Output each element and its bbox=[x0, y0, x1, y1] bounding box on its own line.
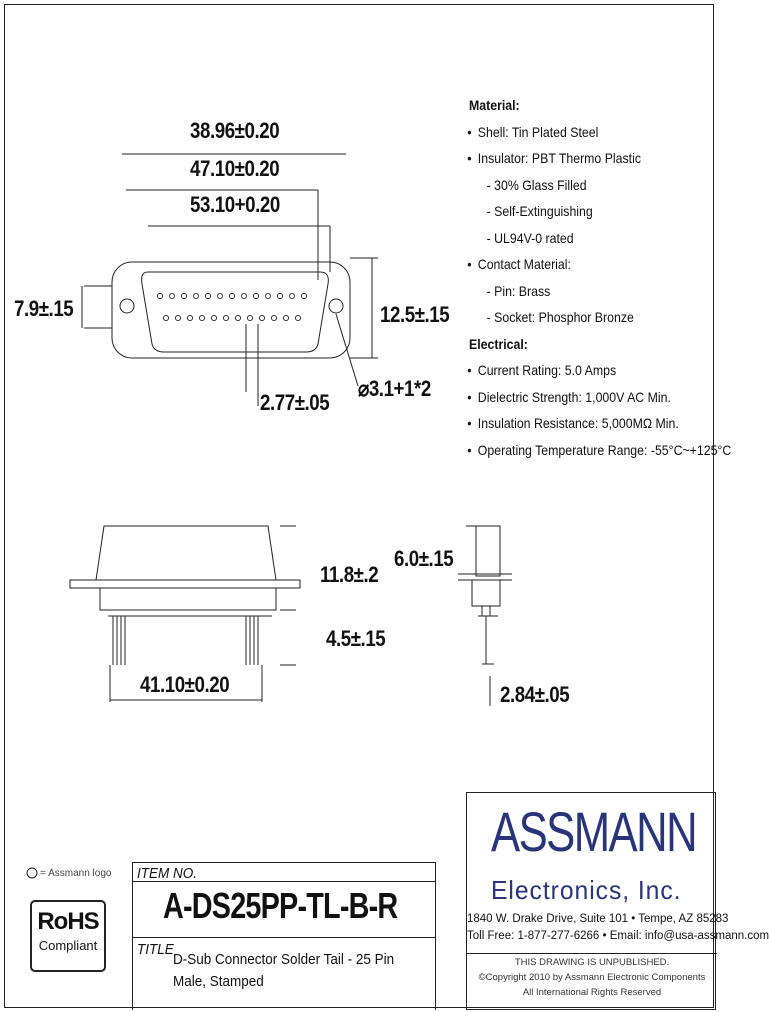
pin bbox=[283, 315, 288, 320]
pin bbox=[211, 315, 216, 320]
dim-top-3: 53.10+0.20 bbox=[190, 192, 280, 217]
dim-side-tail: 4.5±.15 bbox=[326, 626, 386, 651]
pin bbox=[199, 315, 204, 320]
dim-hole: ⌀3.1+1*2 bbox=[358, 376, 431, 401]
pin bbox=[157, 293, 162, 298]
company-logo: ASSMANN bbox=[491, 800, 697, 863]
spec-glass: - 30% Glass Filled bbox=[486, 176, 587, 193]
dim-top-1: 38.96±0.20 bbox=[190, 118, 280, 143]
dim-height-right: 12.5±.15 bbox=[380, 302, 450, 327]
spec-pin: - Pin: Brass bbox=[486, 282, 551, 299]
dim-side-width: 41.10±0.20 bbox=[140, 672, 230, 697]
mount-hole-left bbox=[120, 299, 134, 313]
dim-top-2: 47.10±0.20 bbox=[190, 156, 280, 181]
rohs-compliant: Compliant bbox=[38, 938, 98, 953]
pin bbox=[265, 293, 270, 298]
company-contact: Toll Free: 1-877-277-6266 • Email: info@usa-assmann.com bbox=[467, 930, 769, 942]
pin bbox=[241, 293, 246, 298]
notice: THIS DRAWING IS UNPUBLISHED. bbox=[514, 957, 670, 968]
company-block bbox=[466, 792, 769, 1010]
rights: All International Rights Reserved bbox=[522, 987, 662, 998]
dim-profile-height: 6.0±.15 bbox=[394, 546, 454, 571]
spec-contact: • Contact Material: bbox=[469, 251, 689, 278]
item-block bbox=[132, 862, 436, 1010]
logo-note: = Assmann logo bbox=[40, 868, 112, 879]
pin bbox=[175, 315, 180, 320]
spec-current: • Current Rating: 5.0 Amps bbox=[469, 357, 689, 384]
title-text: D-Sub Connector Solder Tail - 25 Pin Male, Stamped bbox=[173, 951, 395, 990]
dim-pitch: 2.77±.05 bbox=[260, 390, 330, 415]
rohs-block bbox=[20, 858, 115, 1008]
dim-height-left: 7.9±.15 bbox=[14, 296, 74, 321]
front-shell-outline bbox=[112, 262, 350, 358]
pin bbox=[277, 293, 282, 298]
dim-profile-tail: 2.84±.05 bbox=[500, 682, 570, 707]
side-flange bbox=[70, 580, 300, 588]
front-insulator bbox=[142, 272, 329, 352]
rohs-text: RoHS bbox=[37, 908, 99, 935]
profile-body bbox=[472, 580, 500, 606]
profile-shell bbox=[476, 526, 500, 576]
spec-insulation: • Insulation Resistance: 5,000MΩ Min. bbox=[469, 410, 689, 437]
title-label: TITLE bbox=[137, 941, 174, 958]
pin bbox=[163, 315, 168, 320]
spec-selfext: - Self-Extinguishing bbox=[486, 203, 593, 219]
spec-shell: • Shell: Tin Plated Steel bbox=[469, 119, 689, 146]
pin bbox=[229, 293, 234, 298]
pin bbox=[295, 315, 300, 320]
company-subname: Electronics, Inc. bbox=[491, 875, 682, 905]
pin bbox=[259, 315, 264, 320]
mount-hole-right bbox=[329, 299, 343, 313]
side-shell bbox=[96, 526, 276, 580]
pin bbox=[169, 293, 174, 298]
pin bbox=[205, 293, 210, 298]
pin bbox=[181, 293, 186, 298]
spec-temperature: • Operating Temperature Range: -55°C~+125°C bbox=[469, 437, 689, 464]
electrical-heading: Electrical: bbox=[469, 335, 528, 352]
item-number: A-DS25PP-TL-B-R bbox=[163, 885, 398, 926]
side-body bbox=[100, 588, 276, 610]
pin bbox=[187, 315, 192, 320]
pin bbox=[253, 293, 258, 298]
pin-grid bbox=[157, 293, 306, 320]
copyright: ©Copyright 2010 by Assmann Electronic Components bbox=[478, 972, 706, 983]
item-label: ITEM NO. bbox=[137, 865, 198, 882]
dim-side-height: 11.8±.2 bbox=[320, 562, 379, 587]
company-address: 1840 W. Drake Drive, Suite 101 • Tempe, AZ 85283 bbox=[467, 913, 729, 925]
pin bbox=[247, 315, 252, 320]
spec-insulator: • Insulator: PBT Thermo Plastic bbox=[469, 145, 689, 172]
pin bbox=[193, 293, 198, 298]
spec-list bbox=[469, 92, 732, 463]
pin bbox=[271, 315, 276, 320]
pin bbox=[223, 315, 228, 320]
pin bbox=[289, 293, 294, 298]
pin bbox=[217, 293, 222, 298]
spec-socket: - Socket: Phosphor Bronze bbox=[486, 309, 634, 325]
pin bbox=[301, 293, 306, 298]
material-heading: Material: bbox=[469, 97, 520, 113]
spec-dielectric: • Dielectric Strength: 1,000V AC Min. bbox=[469, 384, 689, 411]
pin bbox=[235, 315, 240, 320]
rohs-badge bbox=[30, 900, 106, 972]
spec-ul: - UL94V-0 rated bbox=[486, 229, 574, 246]
